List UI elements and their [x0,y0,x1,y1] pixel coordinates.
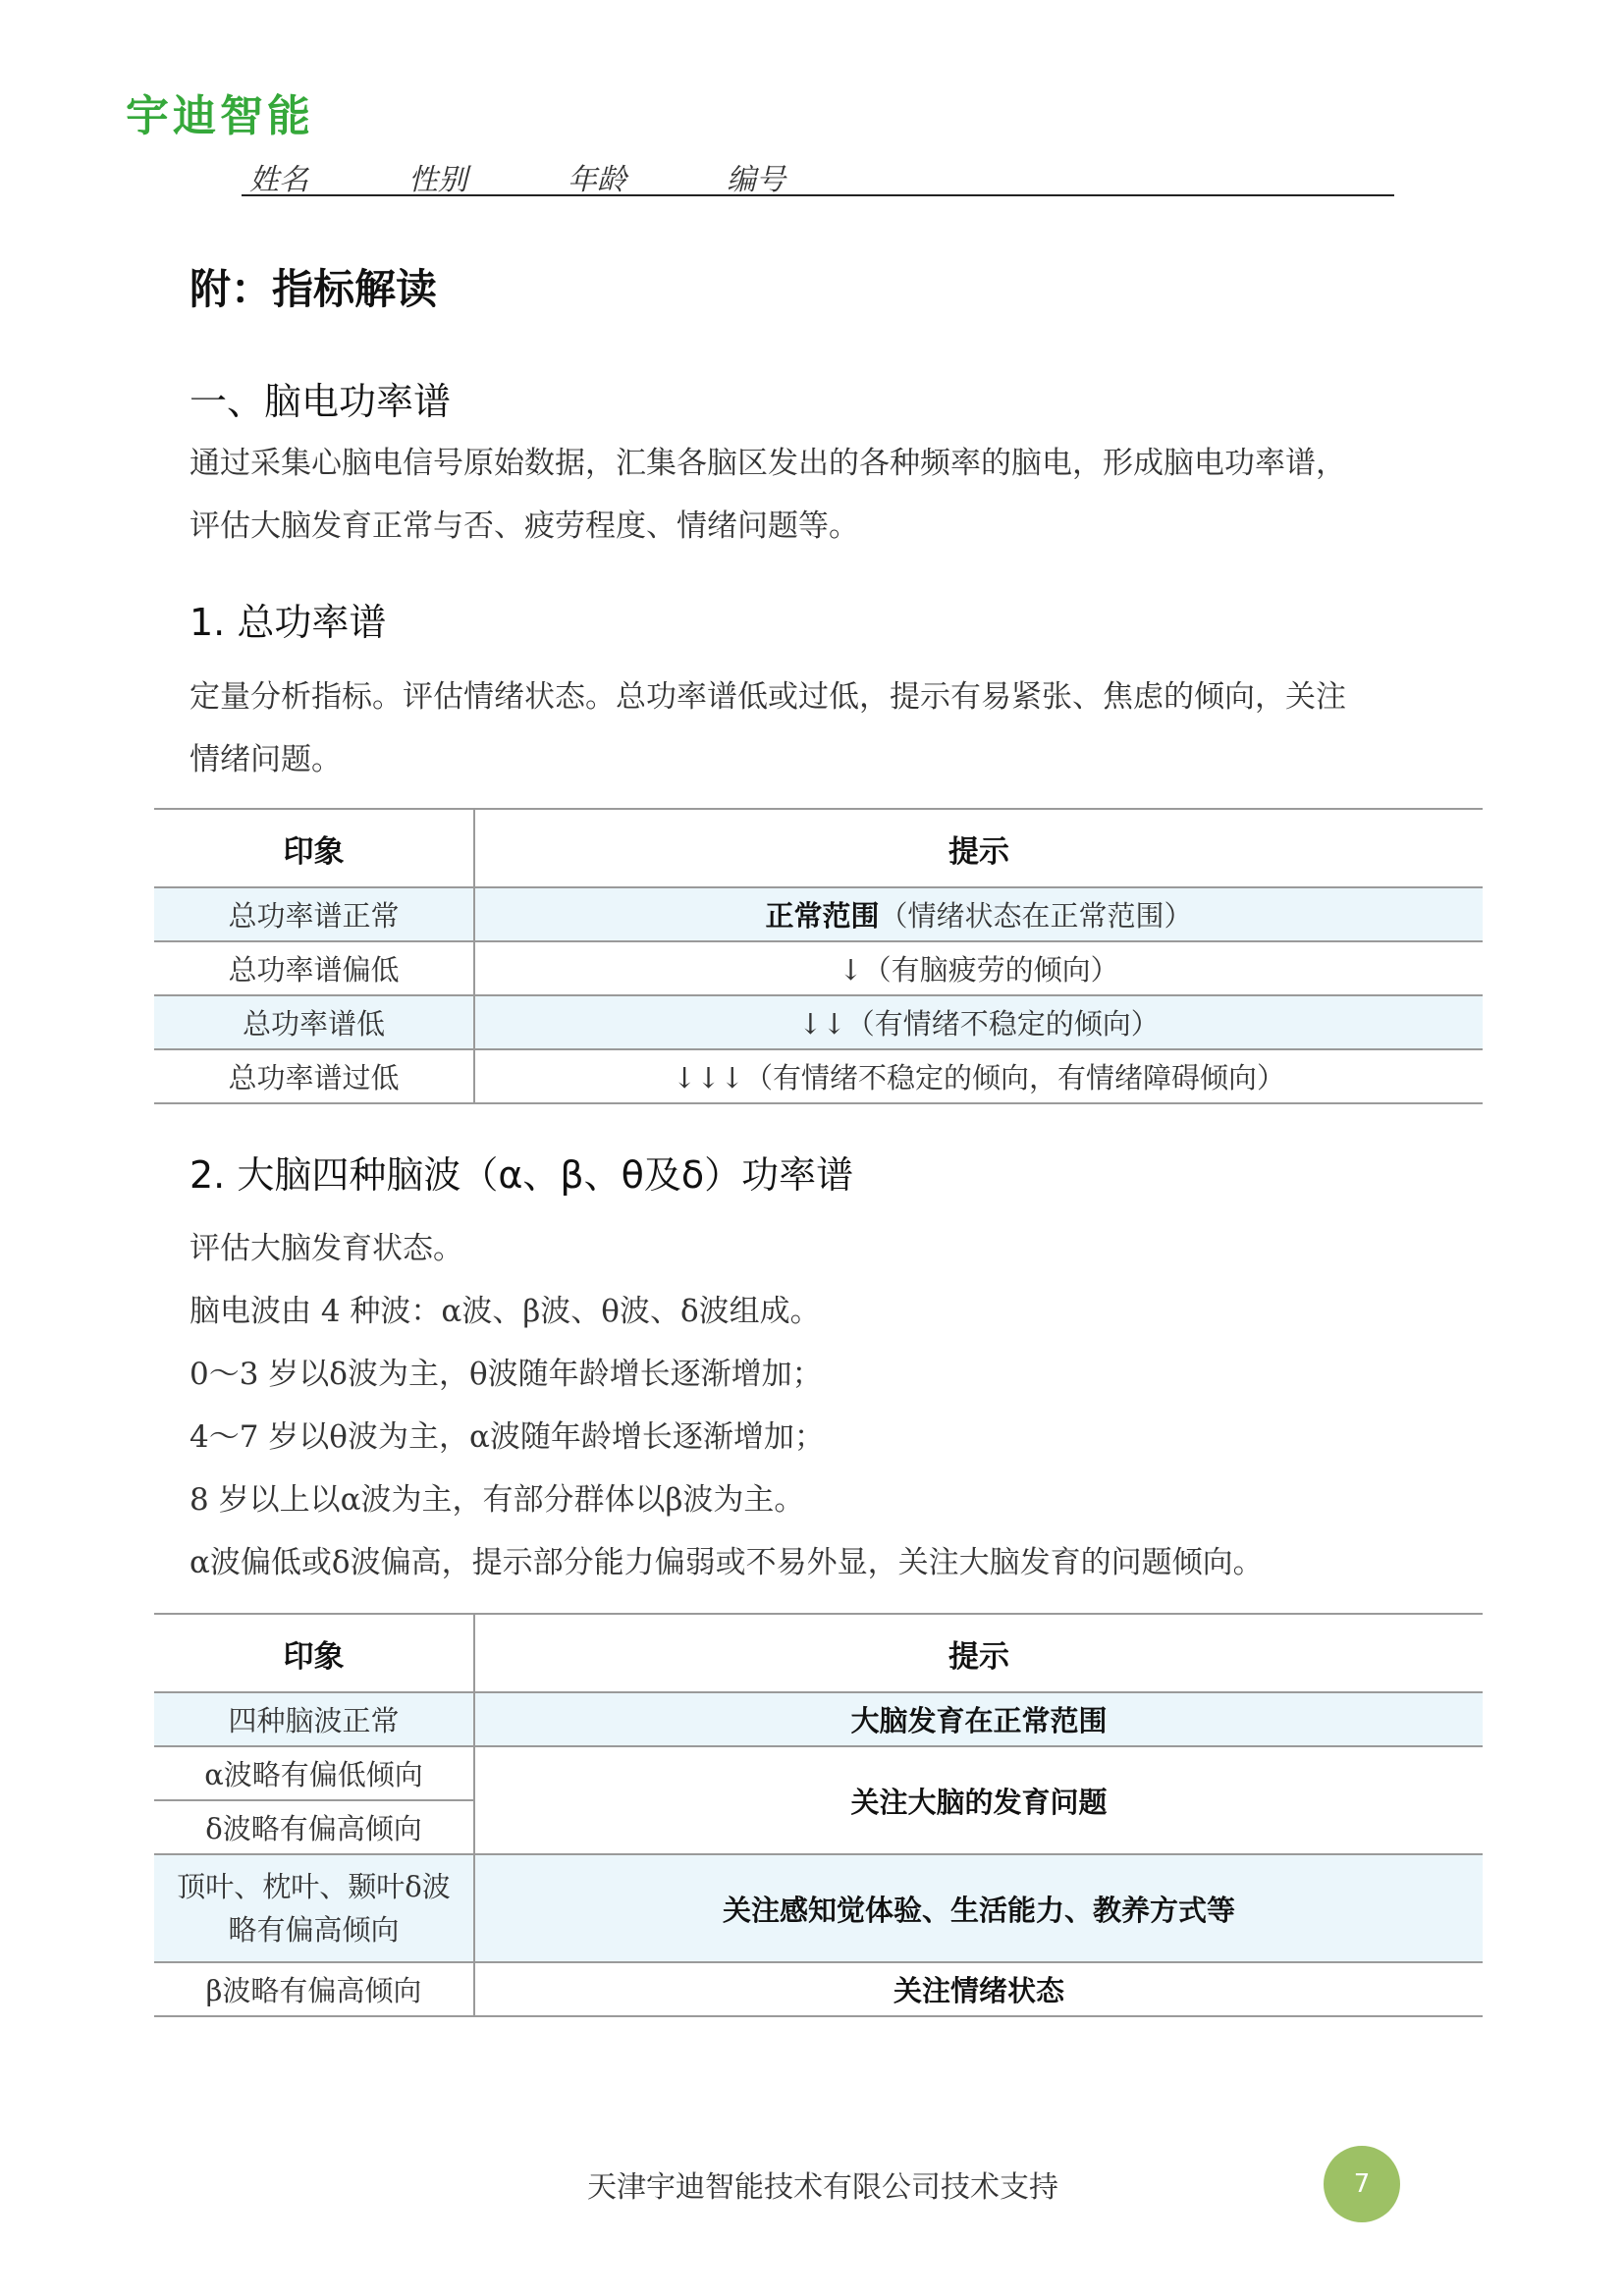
section-intro [189,432,1466,558]
wave-line-4: 4～7 岁以θ波为主，α波随年龄增长逐渐增加； [189,1419,825,1455]
subheading-four-waves: 2. 大脑四种脑波（α、β、θ及δ）功率谱 [189,1153,854,1197]
hint-cell: 关注大脑的发育问题 [474,1746,1483,1854]
table-row [154,1962,1483,2016]
hint-cell: ↓↓↓（有情绪不稳定的倾向，有情绪障碍倾向） [474,1049,1483,1103]
hint-cell: ↓↓（有情绪不稳定的倾向） [474,995,1483,1049]
page-number-badge: 7 [1324,2146,1400,2222]
hint-cell: ↓（有脑疲劳的倾向） [474,941,1483,995]
desc-line-2: 情绪问题。 [189,742,342,777]
name-label: 姓名 [249,163,308,197]
footer-company: 天津宇迪智能技术有限公司技术支持 [587,2170,1058,2205]
table-row [154,1854,1483,1962]
table-row [154,1049,1483,1103]
intro-line-1: 通过采集心脑电信号原始数据，汇集各脑区发出的各种频率的脑电，形成脑电功率谱， [189,446,1346,481]
desc-line-1: 定量分析指标。评估情绪状态。总功率谱低或过低，提示有易紧张、焦虑的倾向，关注 [189,679,1346,715]
table-row [154,941,1483,995]
hint-cell: 关注情绪状态 [474,1962,1483,2016]
table-row [154,1692,1483,1746]
col-hint-header: 提示 [474,1614,1483,1692]
hint-cell: 关注感知觉体验、生活能力、教养方式等 [474,1854,1483,1962]
impression-cell: β波略有偏高倾向 [154,1962,474,2016]
four-waves-description [189,1217,1466,1594]
hint-bold: 正常范围 [765,899,880,933]
patient-info-bar [242,147,1394,196]
impression-cell: 总功率谱低 [154,995,474,1049]
impression-cell [154,1854,474,1962]
table-header-row [154,809,1483,887]
wave-line-3: 0～3 岁以δ波为主，θ波随年龄增长逐渐增加； [189,1357,823,1392]
table-row [154,887,1483,941]
wave-line-1: 评估大脑发育状态。 [189,1231,463,1266]
col-impression-header: 印象 [154,809,474,887]
impression-cell: 总功率谱正常 [154,887,474,941]
hint-text: （情绪状态在正常范围） [879,899,1193,933]
hint-cell: 大脑发育在正常范围 [474,1692,1483,1746]
hint-cell [474,887,1483,941]
age-label: 年龄 [568,163,626,197]
subheading-total-power: 1. 总功率谱 [189,601,387,644]
impression-cell: 四种脑波正常 [154,1692,474,1746]
wave-line-5: 8 岁以上以α波为主，有部分群体以β波为主。 [189,1482,805,1518]
id-label: 编号 [727,163,785,197]
impression-cell: 总功率谱偏低 [154,941,474,995]
impression-cell: δ波略有偏高倾向 [154,1800,474,1854]
intro-line-2: 评估大脑发育正常与否、疲劳程度、情绪问题等。 [189,508,859,544]
impression-cell: 总功率谱过低 [154,1049,474,1103]
impression-cell: α波略有偏低倾向 [154,1746,474,1800]
section-heading-power-spectrum: 一、脑电功率谱 [189,380,452,423]
wave-line-2: 脑电波由 4 种波：α波、β波、θ波、δ波组成。 [189,1294,821,1329]
table-row [154,1746,1483,1800]
page-title: 附：指标解读 [189,265,438,313]
gender-label: 性别 [408,163,467,197]
table-row [154,995,1483,1049]
total-power-description [189,666,1466,791]
total-power-table [154,808,1483,1104]
col-hint-header: 提示 [474,809,1483,887]
company-logo: 宇迪智能 [126,91,314,141]
col-impression-header: 印象 [154,1614,474,1692]
impression-line-2: 略有偏高倾向 [228,1913,400,1947]
impression-line-1: 顶叶、枕叶、颞叶δ波 [177,1870,451,1903]
table-header-row [154,1614,1483,1692]
four-waves-table [154,1613,1483,2017]
wave-line-6: α波偏低或δ波偏高，提示部分能力偏弱或不易外显，关注大脑发育的问题倾向。 [189,1545,1264,1580]
